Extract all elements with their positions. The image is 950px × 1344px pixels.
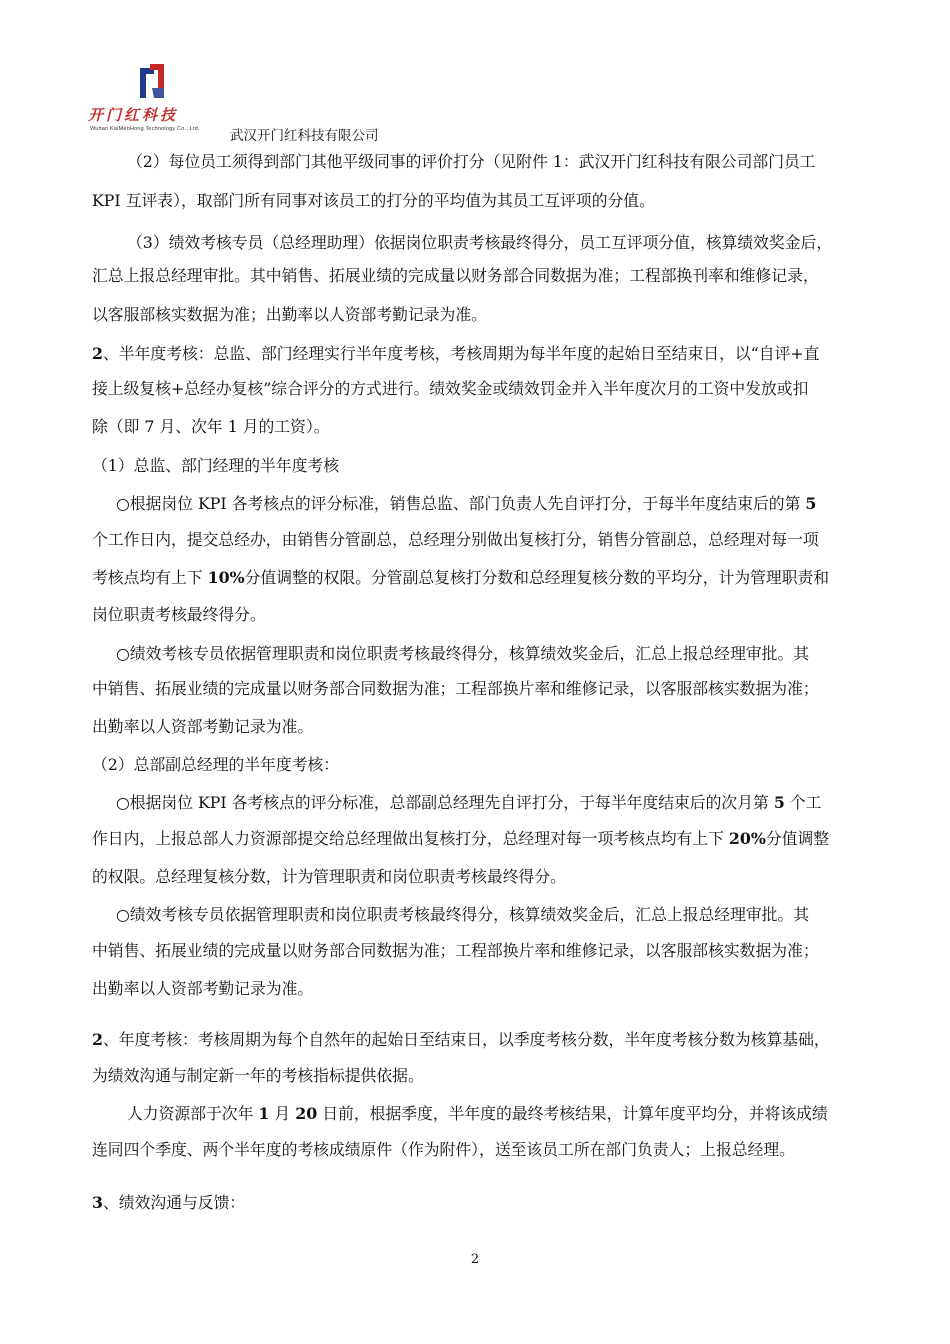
bullet-icon: ○ [116, 905, 130, 924]
company-name: 武汉开门红科技有限公司 [230, 128, 379, 144]
company-logo [88, 58, 228, 138]
text-line: 出勤率以人资部考勤记录为准。 [92, 717, 314, 736]
subsection-heading: （2）总部副总经理的半年度考核： [92, 755, 340, 774]
text-line: 人力资源部于次年 1 月 20 日前，根据季度，半年度的最终考核结果，计算年度平均分，并将该成绩 [127, 1104, 828, 1123]
text-line: 作日内，上报总部人力资源部提交给总经理做出复核打分，总经理对每一项考核点均有上下 20%分值调整 [92, 829, 830, 848]
section-heading: 3、绩效沟通与反馈： [92, 1193, 246, 1212]
bullet-icon: ○ [116, 793, 130, 812]
section-heading: 2、半年度考核：总监、部门经理实行半年度考核，考核周期为每半年度的起始日至结束日，以“自评+直 [92, 344, 820, 363]
bullet-icon: ○ [116, 494, 130, 513]
text-line: 连同四个季度、两个半年度的考核成绩原件（作为附件），送至该员工所在部门负责人；上报总经理。 [92, 1140, 795, 1159]
text-line: 中销售、拓展业绩的完成量以财务部合同数据为准；工程部换片率和维修记录，以客服部核实数据为准； [92, 679, 819, 698]
text-line: 接上级复核+总经办复核”综合评分的方式进行。绩效奖金或绩效罚金并入半年度次月的工资中发放或扣 [92, 379, 809, 398]
logo-mark-icon [134, 58, 168, 102]
text-line: （3）绩效考核专员（总经理助理）依据岗位职责考核最终得分，员工互评项分值，核算绩效奖金后， [127, 233, 833, 252]
logo-text: 开门红科技 [88, 106, 179, 124]
text-line: 中销售、拓展业绩的完成量以财务部合同数据为准；工程部换片率和维修记录，以客服部核实数据为准； [92, 941, 819, 960]
text-line: 的权限。总经理复核分数，计为管理职责和岗位职责考核最终得分。 [92, 867, 566, 886]
text-line: 汇总上报总经理审批。其中销售、拓展业绩的完成量以财务部合同数据为准；工程部换刊率和维修记录， [92, 266, 819, 285]
text-line: 为绩效沟通与制定新一年的考核指标提供依据。 [92, 1066, 424, 1085]
text-line: 岗位职责考核最终得分。 [92, 605, 266, 624]
text-line: 个工作日内，提交总经办，由销售分管副总，总经理分别做出复核打分，销售分管副总，总经理对每一项 [92, 530, 819, 549]
logo-subtitle: Wuhan KaiMenHong Technology Co., Ltd. [90, 126, 200, 132]
bullet-paragraph: ○根据岗位 KPI 各考核点的评分标准，销售总监、部门负责人先自评打分，于每半年度结束后的第 5 [116, 494, 817, 513]
text-line: 出勤率以人资部考勤记录为准。 [92, 979, 314, 998]
text-line: 除（即 7 月、次年 1 月的工资）。 [92, 417, 330, 436]
bullet-paragraph: ○绩效考核专员依据管理职责和岗位职责考核最终得分，核算绩效奖金后，汇总上报总经理审批。其 [116, 905, 810, 924]
text-line: KPI 互评表），取部门所有同事对该员工的打分的平均值为其员工互评项的分值。 [92, 191, 655, 210]
page-number: 2 [470, 1252, 480, 1267]
bullet-icon: ○ [116, 644, 130, 663]
section-heading: 2、年度考核：考核周期为每个自然年的起始日至结束日，以季度考核分数，半年度考核分数为核算基础， [92, 1030, 830, 1049]
bullet-paragraph: ○根据岗位 KPI 各考核点的评分标准，总部副总经理先自评打分，于每半年度结束后的次月第 5 个工 [116, 793, 822, 812]
text-line: 以客服部核实数据为准；出勤率以人资部考勤记录为准。 [92, 305, 487, 324]
text-line: 考核点均有上下 10%分值调整的权限。分管副总复核打分数和总经理复核分数的平均分，计为管理职责和 [92, 568, 830, 587]
bullet-paragraph: ○绩效考核专员依据管理职责和岗位职责考核最终得分，核算绩效奖金后，汇总上报总经理审批。其 [116, 644, 810, 663]
subsection-heading: （1）总监、部门经理的半年度考核 [92, 456, 340, 475]
text-line: （2）每位员工须得到部门其他平级同事的评价打分（见附件 1：武汉开门红科技有限公司部门员工 [127, 152, 816, 171]
